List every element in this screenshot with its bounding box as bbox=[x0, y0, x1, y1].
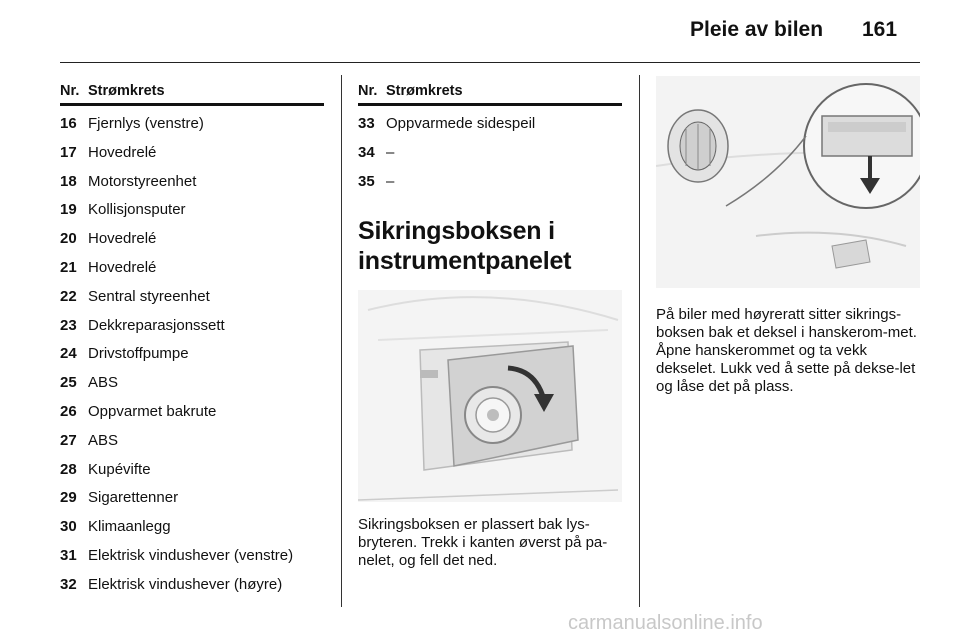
fuse-circuit: Elektrisk vindushever (høyre) bbox=[88, 575, 283, 593]
page-header-title: Pleie av bilen bbox=[690, 18, 824, 41]
fuse-circuit: Elektrisk vindushever (venstre) bbox=[88, 546, 294, 564]
header-circuit: Strømkrets bbox=[386, 83, 463, 99]
fuse-number: 18 bbox=[60, 172, 77, 190]
table-row bbox=[60, 542, 324, 571]
column-divider bbox=[341, 75, 342, 607]
table-row bbox=[358, 139, 622, 168]
table-header-rule bbox=[358, 103, 622, 106]
header-rule bbox=[60, 62, 920, 63]
fuse-number: 33 bbox=[358, 115, 375, 132]
page-number: 161 bbox=[862, 18, 898, 41]
table-row bbox=[60, 456, 324, 485]
fuse-number: 20 bbox=[60, 230, 77, 248]
table-header-rule bbox=[60, 103, 324, 106]
fuse-number: 23 bbox=[60, 316, 77, 334]
table-row bbox=[60, 398, 324, 427]
fuse-circuit: ABS bbox=[88, 431, 119, 449]
table-row bbox=[358, 110, 622, 139]
section-caption: Sikringsboksen er plassert bak lys-bryteren. Trekk i kanten øverst på pa-nelet, og fell det ned. bbox=[358, 516, 608, 570]
table-row bbox=[60, 513, 324, 542]
table-row bbox=[60, 427, 324, 456]
fuse-number: 27 bbox=[60, 431, 77, 449]
fuse-number: 32 bbox=[60, 575, 77, 593]
fuse-circuit: Oppvarmede sidespeil bbox=[386, 115, 536, 132]
section-heading-line: instrumentpanelet bbox=[358, 247, 572, 276]
fuse-number: 26 bbox=[60, 402, 77, 420]
fuse-circuit: Sentral styreenhet bbox=[88, 287, 210, 305]
fuse-number: 28 bbox=[60, 460, 77, 478]
table-row bbox=[60, 283, 324, 312]
table-row bbox=[60, 225, 324, 254]
fuse-circuit: Drivstoffpumpe bbox=[88, 345, 189, 363]
fuse-table-left bbox=[60, 80, 324, 600]
table-header bbox=[60, 80, 324, 102]
column-divider bbox=[639, 75, 640, 607]
table-row bbox=[60, 168, 324, 197]
table-row bbox=[60, 312, 324, 341]
fuse-circuit: – bbox=[386, 172, 395, 190]
fuse-number: 25 bbox=[60, 374, 77, 392]
fuse-table-middle bbox=[358, 80, 622, 570]
section-heading-line: Sikringsboksen i bbox=[358, 217, 555, 246]
fuse-circuit: Klimaanlegg bbox=[88, 518, 171, 536]
watermark: carmanualsonline.info bbox=[568, 612, 763, 634]
glovebox-illustration bbox=[656, 76, 920, 288]
header-nr: Nr. bbox=[358, 83, 378, 99]
table-row bbox=[60, 571, 324, 600]
right-column bbox=[656, 76, 920, 396]
table-row bbox=[60, 254, 324, 283]
fuse-number: 30 bbox=[60, 518, 77, 536]
fuse-circuit: Sigarettenner bbox=[88, 489, 179, 507]
fuse-circuit: – bbox=[386, 143, 395, 161]
table-row bbox=[60, 369, 324, 398]
fuse-circuit: Dekkreparasjonssett bbox=[88, 316, 225, 334]
fuse-circuit: Motorstyreenhet bbox=[88, 172, 197, 190]
fuse-circuit: Hovedrelé bbox=[88, 258, 157, 276]
table-row bbox=[60, 484, 324, 513]
table-row bbox=[60, 340, 324, 369]
fuse-number: 34 bbox=[358, 143, 375, 161]
fuse-number: 29 bbox=[60, 489, 77, 507]
header-nr: Nr. bbox=[60, 83, 80, 99]
fuse-number: 21 bbox=[60, 258, 77, 276]
fuse-circuit: ABS bbox=[88, 374, 119, 392]
table-row bbox=[60, 110, 324, 139]
fuse-circuit: Hovedrelé bbox=[88, 230, 157, 248]
fuse-number: 35 bbox=[358, 172, 375, 190]
fuse-circuit: Kupévifte bbox=[88, 460, 151, 478]
fuse-circuit: Hovedrelé bbox=[88, 143, 157, 161]
table-header bbox=[358, 80, 622, 102]
table-row bbox=[60, 196, 324, 225]
fuse-circuit: Fjernlys (venstre) bbox=[88, 115, 204, 132]
fuse-number: 16 bbox=[60, 115, 77, 132]
table-row bbox=[60, 139, 324, 168]
section-heading bbox=[358, 216, 622, 276]
header-circuit: Strømkrets bbox=[88, 83, 165, 99]
table-row bbox=[358, 168, 622, 197]
fuse-number: 24 bbox=[60, 345, 77, 363]
fuse-number: 19 bbox=[60, 201, 77, 219]
fuse-circuit: Kollisjonsputer bbox=[88, 201, 186, 219]
fuse-number: 17 bbox=[60, 143, 77, 161]
fuse-circuit: Oppvarmet bakrute bbox=[88, 402, 217, 420]
fuse-number: 31 bbox=[60, 546, 77, 564]
fuse-number: 22 bbox=[60, 287, 77, 305]
fusebox-panel-illustration bbox=[358, 290, 622, 502]
right-column-text: På biler med høyreratt sitter sikrings-boksen bak et deksel i hanskerom-met. Åpne hanskerommet og ta vekk dekselet. Lukk ved å sette på dekse-let og låse det på plass. bbox=[656, 306, 917, 395]
